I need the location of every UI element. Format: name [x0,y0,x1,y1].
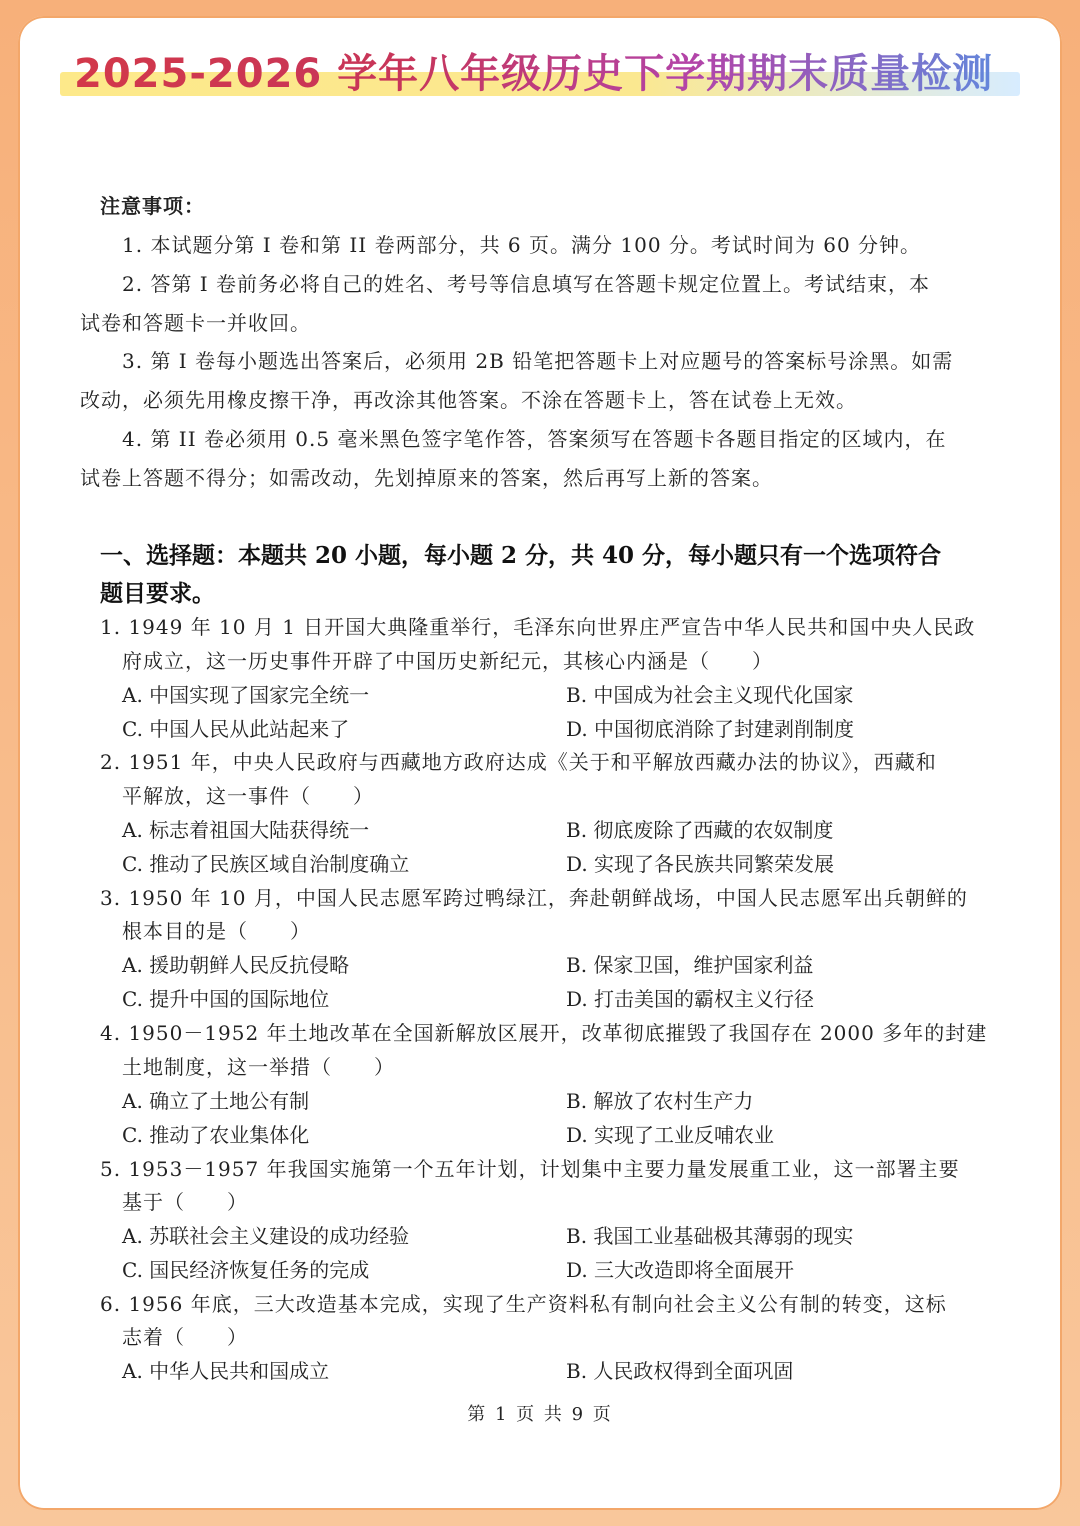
question-2-option-a: A. 标志着祖国大陆获得统一 [122,818,370,842]
question-6-option-a: A. 中华人民共和国成立 [122,1359,330,1383]
question-5-option-b: B. 我国工业基础极其薄弱的现实 [566,1224,854,1248]
question-1-option-b: B. 中国成为社会主义现代化国家 [566,683,854,707]
notice-line-1: 1. 本试题分第 I 卷和第 II 卷两部分，共 6 页。满分 100 分。考试时间为 60 分钟。 [122,233,922,257]
page-number: 第 1 页 共 9 页 [467,1404,613,1425]
section-heading-cont: 题目要求。 [100,580,215,607]
exam-title: 2025-2026 学年八年级历史下学期期末质量检测 [74,42,1024,99]
notice-line-2: 2. 答第 I 卷前务必将自己的姓名、考号等信息填写在答题卡规定位置上。考试结束，本 [122,272,931,296]
question-1-option-a: A. 中国实现了国家完全统一 [122,683,370,707]
question-2-stem-cont: 平解放，这一事件（ ） [122,784,374,808]
question-4-stem: 4. 1950－1952 年土地改革在全国新解放区展开，改革彻底摧毁了我国存在 2000 多年的封建 [100,1021,988,1045]
question-2-stem: 2. 1951 年，中央人民政府与西藏地方政府达成《关于和平解放西藏办法的协议》，西藏和 [100,750,937,774]
notice-line-4: 4. 第 II 卷必须用 0.5 毫米黑色签字笔作答，答案须写在答题卡各题目指定的区域内，在 [122,427,947,451]
question-4-stem-cont: 土地制度，这一举措（ ） [122,1055,395,1079]
question-3-option-b: B. 保家卫国，维护国家利益 [566,953,814,977]
question-3-option-a: A. 援助朝鲜人民反抗侵略 [122,953,350,977]
question-3-stem-cont: 根本目的是（ ） [122,919,311,943]
title-block [60,40,1020,100]
question-6-option-b: B. 人民政权得到全面巩固 [566,1359,794,1383]
notice-heading: 注意事项： [100,194,205,218]
question-1-stem-cont: 府成立，这一历史事件开辟了中国历史新纪元，其核心内涵是（ ） [122,649,773,673]
question-3-stem: 3. 1950 年 10 月，中国人民志愿军跨过鸭绿江，奔赴朝鲜战场，中国人民志愿军出兵朝鲜的 [100,886,968,910]
question-2-option-b: B. 彻底废除了西藏的农奴制度 [566,818,834,842]
question-4-option-a: A. 确立了土地公有制 [122,1089,310,1113]
question-1-option-c: C. 中国人民从此站起来了 [122,717,350,741]
question-2-option-c: C. 推动了民族区域自治制度确立 [122,852,410,876]
question-6-stem-cont: 志着（ ） [122,1325,248,1349]
question-5-option-c: C. 国民经济恢复任务的完成 [122,1258,370,1282]
notice-line-4-cont: 试卷上答题不得分；如需改动，先划掉原来的答案，然后再写上新的答案。 [80,466,773,490]
question-1-option-d: D. 中国彻底消除了封建剥削制度 [566,717,855,741]
notice-line-3: 3. 第 I 卷每小题选出答案后，必须用 2B 铅笔把答题卡上对应题号的答案标号涂黑。如需 [122,349,954,373]
question-3-option-c: C. 提升中国的国际地位 [122,987,330,1011]
notice-line-3-cont: 改动，必须先用橡皮擦干净，再改涂其他答案。不涂在答题卡上，答在试卷上无效。 [80,388,857,412]
question-2-option-d: D. 实现了各民族共同繁荣发展 [566,852,835,876]
question-4-option-d: D. 实现了工业反哺农业 [566,1123,775,1147]
question-4-option-c: C. 推动了农业集体化 [122,1123,310,1147]
question-3-option-d: D. 打击美国的霸权主义行径 [566,987,815,1011]
question-6-stem: 6. 1956 年底，三大改造基本完成，实现了生产资料私有制向社会主义公有制的转变，这标 [100,1292,947,1316]
question-5-stem-cont: 基于（ ） [122,1190,248,1214]
question-1-stem: 1. 1949 年 10 月 1 日开国大典隆重举行，毛泽东向世界庄严宣告中华人民共和国中央人民政 [100,615,976,639]
section-heading: 一、选择题：本题共 20 小题，每小题 2 分，共 40 分，每小题只有一个选项符合 [100,542,942,569]
notice-line-2-cont: 试卷和答题卡一并收回。 [80,311,311,335]
question-5-option-d: D. 三大改造即将全面展开 [566,1258,795,1282]
question-4-option-b: B. 解放了农村生产力 [566,1089,754,1113]
question-5-stem: 5. 1953－1957 年我国实施第一个五年计划，计划集中主要力量发展重工业，这一部署主要 [100,1157,960,1181]
question-5-option-a: A. 苏联社会主义建设的成功经验 [122,1224,410,1248]
